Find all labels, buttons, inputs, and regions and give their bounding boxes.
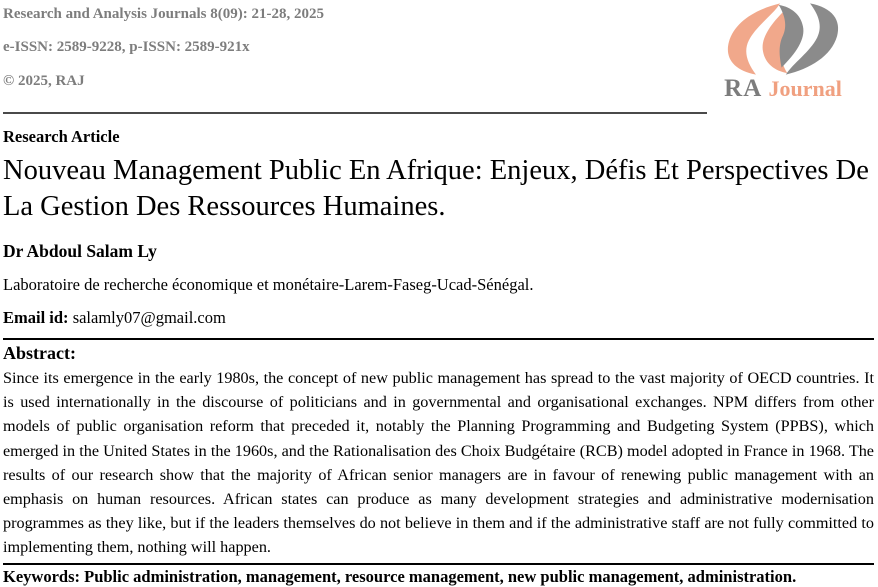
logo-journal-text: Journal <box>768 76 842 101</box>
ra-journal-logo <box>694 0 872 102</box>
copyright-line: © 2025, RAJ <box>3 73 85 89</box>
keywords-divider <box>3 563 874 565</box>
email-address: salamly07@gmail.com <box>72 307 226 327</box>
abstract-heading: Abstract: <box>3 342 76 363</box>
abstract-top-divider <box>3 338 874 340</box>
logo-ra-text: RA <box>724 75 763 102</box>
ra-journal-leaf-swirl-icon <box>694 2 872 76</box>
abstract-body: Since its emergence in the early 1980s, the concept of new public management has spread to the vast majority of OECD countries. It is used internationally in the discourse of politicians and in governmental and organisational exchanges. NPM differs from other models of public organisation reform that preceded it, notably the Planning Programming and Budgeting System (PPBS), which emerged in the United States in the 1960s, and the Rationalisation des Choix Budgétaire (RCB) model adopted in France in 1968. The results of our research show that the majority of African senior managers are in favour of renewing public management with an emphasis on human resources. African states can produce as many development strategies and administrative modernisation programmes as they like, but if the leaders themselves do not believe in them and if the administrative staff are not fully committed to implementing them, nothing will happen. <box>3 368 874 557</box>
article-type-label: Research Article <box>3 127 120 146</box>
ra-journal-wordmark <box>694 76 872 102</box>
author-name: Dr Abdoul Salam Ly <box>3 240 157 261</box>
issn-line: e-ISSN: 2589-9228, p-ISSN: 2589-921x <box>3 39 250 55</box>
email-label: Email id: <box>3 307 69 327</box>
journal-header <box>3 0 874 104</box>
journal-header-text-block <box>3 0 694 91</box>
keywords-line: Keywords: Public administration, management, resource management, new public management, administration. <box>3 566 797 586</box>
email-line <box>3 308 874 328</box>
peach-leaf <box>728 3 787 74</box>
header-divider <box>3 112 707 114</box>
article-title: Nouveau Management Public En Afrique: Enjeux, Défis Et Perspectives De La Gestion Des Ressources Humaines. <box>3 155 869 223</box>
author-affiliation: Laboratoire de recherche économique et monétaire-Larem-Faseg-Ucad-Sénégal. <box>3 274 534 294</box>
journal-citation-line: Research and Analysis Journals 8(09): 21-28, 2025 <box>3 6 324 22</box>
gray-leaf <box>779 3 838 74</box>
